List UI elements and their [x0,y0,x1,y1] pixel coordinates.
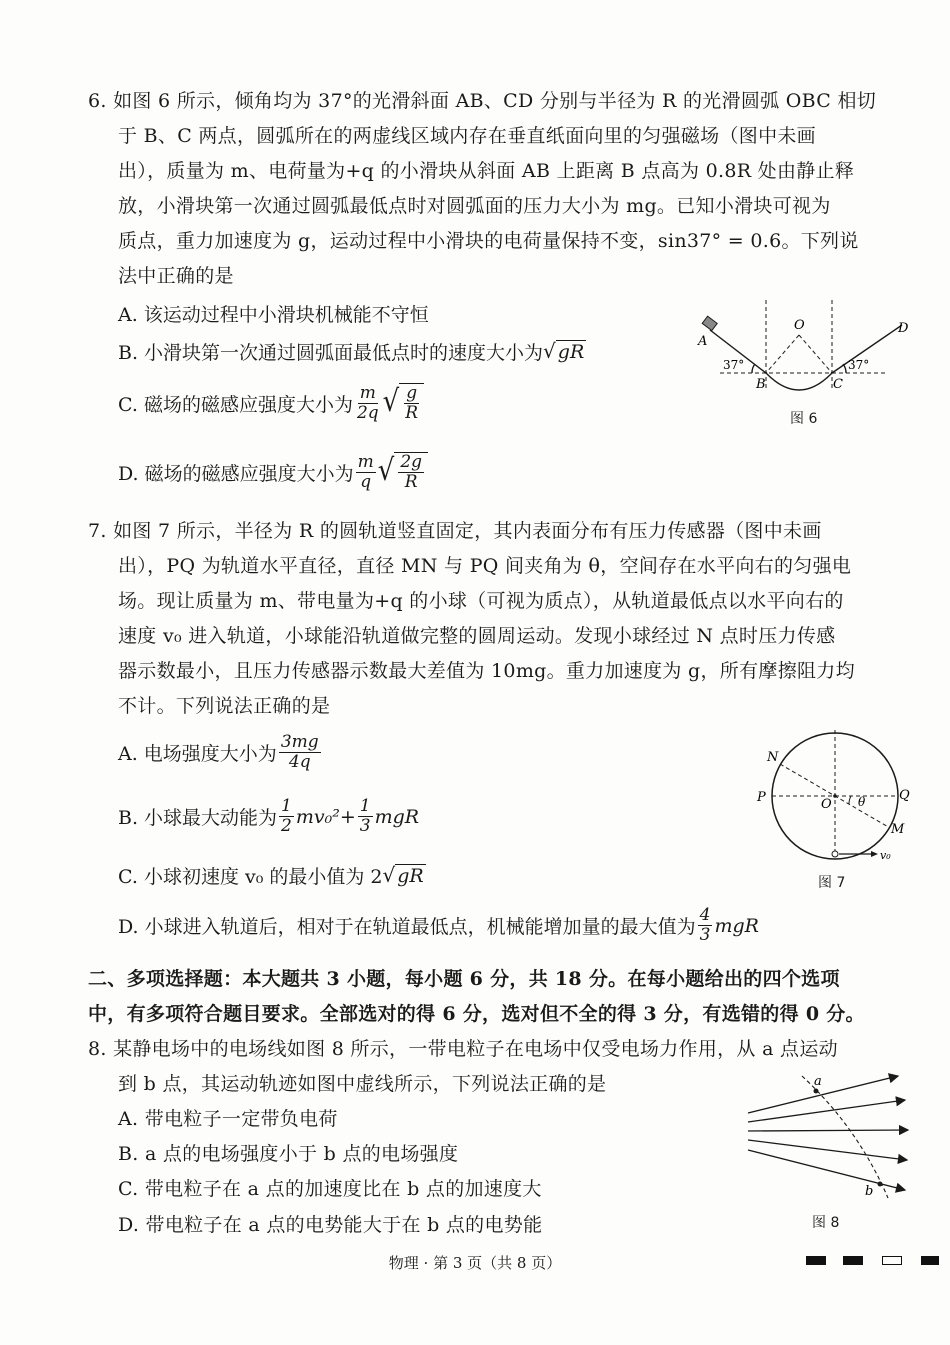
fig6-angle-right: 37° [848,358,870,372]
fig7-label-theta: θ [858,795,866,809]
q8-line-1: 8. 某静电场中的电场线如图 8 所示，一带电粒子在电场中仅受电场力作用，从 a 点运动 [88,1038,838,1060]
fig6-angle-left: 37° [723,358,745,372]
fig7-label-n: N [767,750,779,765]
fig6-label-b: B [756,377,766,392]
footer-mark-3 [882,1256,902,1265]
footer-mark-2 [843,1256,863,1265]
q6-option-b: B. 小滑块第一次通过圆弧面最低点时的速度大小为 √ gR [118,339,585,364]
q8-option-d: D. 带电粒子在 a 点的电势能大于在 b 点的电势能 [118,1214,543,1236]
q7-option-c: C. 小球初速度 v₀ 的最小值为 2 √ gR [118,863,424,888]
fig7-label-v0: v₀ [880,849,891,862]
q6-line-3: 出），质量为 m、电荷量为+q 的小滑块从斜面 AB 上距离 B 点高为 0.8R 处由静止释 [118,160,855,182]
fig6-label-a: A [698,334,708,349]
q7-option-b: B. 小球最大动能为 $\frac{1}{2}$ mv₀²+ $\frac{1}{3}$ mgR [118,796,420,836]
q8-option-a: A. 带电粒子一定带负电荷 [118,1108,338,1130]
figure-7 [755,728,915,868]
fig7-label-p: P [757,790,766,805]
q7-line-2: 出），PQ 为轨道水平直径，直径 MN 与 PQ 间夹角为 θ，空间存在水平向右的匀强电 [118,555,852,577]
fig7-caption: 图 7 [818,875,846,891]
footer-mark-1 [806,1256,826,1265]
fig6-label-d: D [898,321,909,336]
q7-line-1: 7. 如图 7 所示，半径为 R 的圆轨道竖直固定，其内表面分布有压力传感器（图中未画 [88,520,822,542]
fig7-label-q: Q [899,788,910,803]
fig8-caption: 图 8 [812,1215,840,1231]
footer-mark-4 [921,1256,939,1265]
fig7-label-o: O [821,797,832,812]
q7-line-3: 场。现让质量为 m、带电量为+q 的小球（可视为质点），从轨道最低点以水平向右的 [118,590,844,612]
q6-line-5: 质点，重力加速度为 g，运动过程中小滑块的电荷量保持不变，sin37° = 0.6。下列说 [118,230,859,252]
q7-option-d: D. 小球进入轨道后，相对于在轨道最低点，机械能增加量的最大值为 $\frac{4}{3}$ mgR [118,905,759,945]
section2-heading-line-2: 中，有多项符合题目要求。全部选对的得 6 分，选对但不全的得 3 分，有选错的得 0 分。 [88,1003,865,1025]
q6-line-2: 于 B、C 两点，圆弧所在的两虚线区域内存在垂直纸面向里的匀强磁场（图中未画 [118,125,816,147]
fig6-label-o: O [794,318,805,333]
q8-line-2: 到 b 点，其运动轨迹如图中虚线所示，下列说法正确的是 [118,1073,607,1095]
q6-option-c: C. 磁场的磁感应强度大小为 $\frac{m}{2q}$ √ $\frac{g}{R}$ [118,383,424,423]
q7-line-5: 器示数最小，且压力传感器示数最大差值为 10mg。重力加速度为 g，所有摩擦阻力均 [118,660,855,682]
fig6-caption: 图 6 [790,411,818,427]
q7-line-6: 不计。下列说法正确的是 [118,695,331,717]
q6-line-4: 放，小滑块第一次通过圆弧最低点时对圆弧面的压力大小为 mg。已知小滑块可视为 [118,195,831,217]
q6-line-6: 法中正确的是 [118,265,234,287]
q8-option-b: B. a 点的电场强度小于 b 点的电场强度 [118,1143,459,1165]
q7-option-a: A. 电场强度大小为 $\frac{3mg}{4q}$ [118,732,319,772]
q7-line-4: 速度 v₀ 进入轨道，小球能沿轨道做完整的圆周运动。发现小球经过 N 点时压力传感 [118,625,836,647]
figure-8 [740,1068,915,1203]
fig8-label-b: b [865,1184,874,1199]
q6-option-a: A. 该运动过程中小滑块机械能不守恒 [118,304,429,326]
page-footer: 物理 · 第 3 页（共 8 页） [388,1254,562,1272]
fig6-label-c: C [833,377,843,392]
q8-option-c: C. 带电粒子在 a 点的加速度比在 b 点的加速度大 [118,1178,542,1200]
fig8-label-a: a [814,1074,822,1089]
section2-heading-line-1: 二、多项选择题：本大题共 3 小题，每小题 6 分，共 18 分。在每小题给出的四个选项 [88,968,840,990]
q6-option-d: D. 磁场的磁感应强度大小为 $\frac{m}{q}$ √ $\frac{2g}{R}$ [118,452,428,492]
fig7-label-m: M [891,822,905,837]
q6-line-1: 6. 如图 6 所示，倾角均为 37°的光滑斜面 AB、CD 分别与半径为 R 的光滑圆弧 OBC 相切 [88,90,877,112]
